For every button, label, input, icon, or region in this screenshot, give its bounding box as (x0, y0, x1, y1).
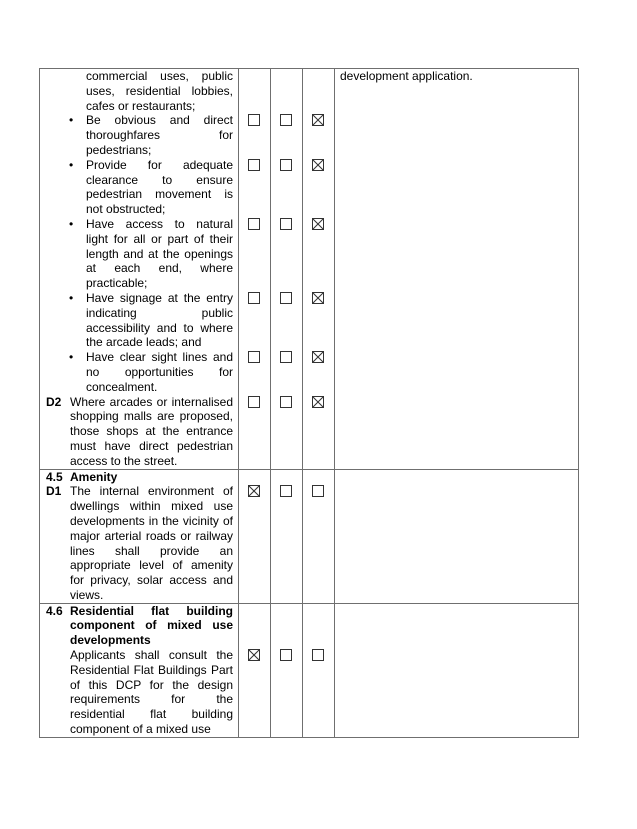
compliance-table (39, 68, 579, 738)
checkbox-empty-icon[interactable] (312, 485, 324, 497)
control-code: D2 (46, 394, 62, 409)
bullet-dot-icon: • (69, 350, 74, 365)
checkbox-crossed-icon[interactable] (312, 159, 324, 171)
control-text-cell (40, 69, 239, 470)
checkbox-empty-icon[interactable] (248, 351, 260, 363)
checkbox-crossed-icon[interactable] (312, 292, 324, 304)
bullet-item (46, 113, 233, 157)
table-row-residential (40, 603, 579, 737)
no-column (271, 469, 303, 603)
checkbox-crossed-icon[interactable] (312, 351, 324, 363)
checkbox-empty-icon[interactable] (280, 351, 292, 363)
bullet-text: Have signage at the entry indicating public accessibility and to where the arcade leads; and (86, 290, 233, 350)
bullet-text: Provide for adequate clearance to ensure pedestrian movement is not obstructed; (86, 157, 233, 217)
section-heading (46, 604, 233, 648)
checkbox-empty-icon[interactable] (248, 159, 260, 171)
checkbox-crossed-icon[interactable] (248, 485, 260, 497)
checkbox-empty-icon[interactable] (280, 159, 292, 171)
checkbox-empty-icon[interactable] (280, 292, 292, 304)
checkbox-empty-icon[interactable] (280, 485, 292, 497)
bullet-item (46, 350, 233, 394)
control-text-cell (40, 469, 239, 603)
bullet-text: Have access to natural light for all or part of their length and at the openings at each end, where practicable; (86, 216, 233, 291)
yes-column (239, 69, 271, 470)
bullet-list (46, 113, 233, 394)
checkbox-empty-icon[interactable] (312, 649, 324, 661)
control-d1 (46, 484, 233, 602)
comment-cell (335, 603, 579, 737)
control-paragraph (46, 648, 233, 737)
section-heading (46, 470, 233, 485)
checkbox-crossed-icon[interactable] (312, 218, 324, 230)
checkbox-empty-icon[interactable] (248, 114, 260, 126)
section-title: Residential flat building component of mixed use developments (70, 603, 233, 648)
section-title: Amenity (70, 469, 118, 484)
bullet-dot-icon: • (69, 157, 74, 172)
bullet-dot-icon: • (69, 113, 74, 128)
yes-column (239, 603, 271, 737)
checkbox-empty-icon[interactable] (248, 292, 260, 304)
control-text: Where arcades or internalised shopping malls are proposed, those shops at the entrance must have direct pedestrian access to the street. (70, 394, 233, 468)
checkbox-empty-icon[interactable] (280, 649, 292, 661)
bullet-text: Have clear sight lines and no opportunities for concealment. (86, 350, 233, 394)
bullet-item (46, 217, 233, 291)
control-text-cell (40, 603, 239, 737)
bullet-dot-icon: • (69, 216, 74, 231)
bullet-dot-icon: • (69, 290, 74, 305)
checkbox-empty-icon[interactable] (248, 218, 260, 230)
yes-column (239, 469, 271, 603)
comment-cell (335, 469, 579, 603)
no-column (271, 69, 303, 470)
section-number: 4.5 (46, 469, 63, 484)
na-column (303, 469, 335, 603)
control-text: The internal environment of dwellings within mixed use developments in the vicinity of major arterial roads or railway lines shall provide an appropriate level of amenity for privacy, solar access and views. (70, 484, 233, 602)
comment-text: development application. (340, 69, 473, 83)
checkbox-empty-icon[interactable] (280, 218, 292, 230)
no-column (271, 603, 303, 737)
bullet-item (46, 291, 233, 350)
na-column (303, 603, 335, 737)
bullet-text: Be obvious and direct thoroughfares for pedestrians; (86, 113, 233, 157)
checkbox-empty-icon[interactable] (280, 114, 292, 126)
control-d2 (46, 395, 233, 469)
continued-text: commercial uses, public uses, residential lobbies, cafes or restaurants; (86, 69, 233, 113)
checkbox-crossed-icon[interactable] (248, 649, 260, 661)
section-number: 4.6 (46, 603, 63, 618)
checkbox-crossed-icon[interactable] (312, 396, 324, 408)
checkbox-crossed-icon[interactable] (312, 114, 324, 126)
comment-cell (335, 69, 579, 470)
na-column (303, 69, 335, 470)
bullet-item (46, 158, 233, 217)
checkbox-empty-icon[interactable] (248, 396, 260, 408)
control-code: D1 (46, 484, 62, 499)
table-row-arcades (40, 69, 579, 470)
checkbox-empty-icon[interactable] (280, 396, 292, 408)
table-row-amenity (40, 469, 579, 603)
control-text: Applicants shall consult the Residential Flat Buildings Part of this DCP for the design requirements for the residential flat building component of a mixed use (70, 648, 233, 737)
